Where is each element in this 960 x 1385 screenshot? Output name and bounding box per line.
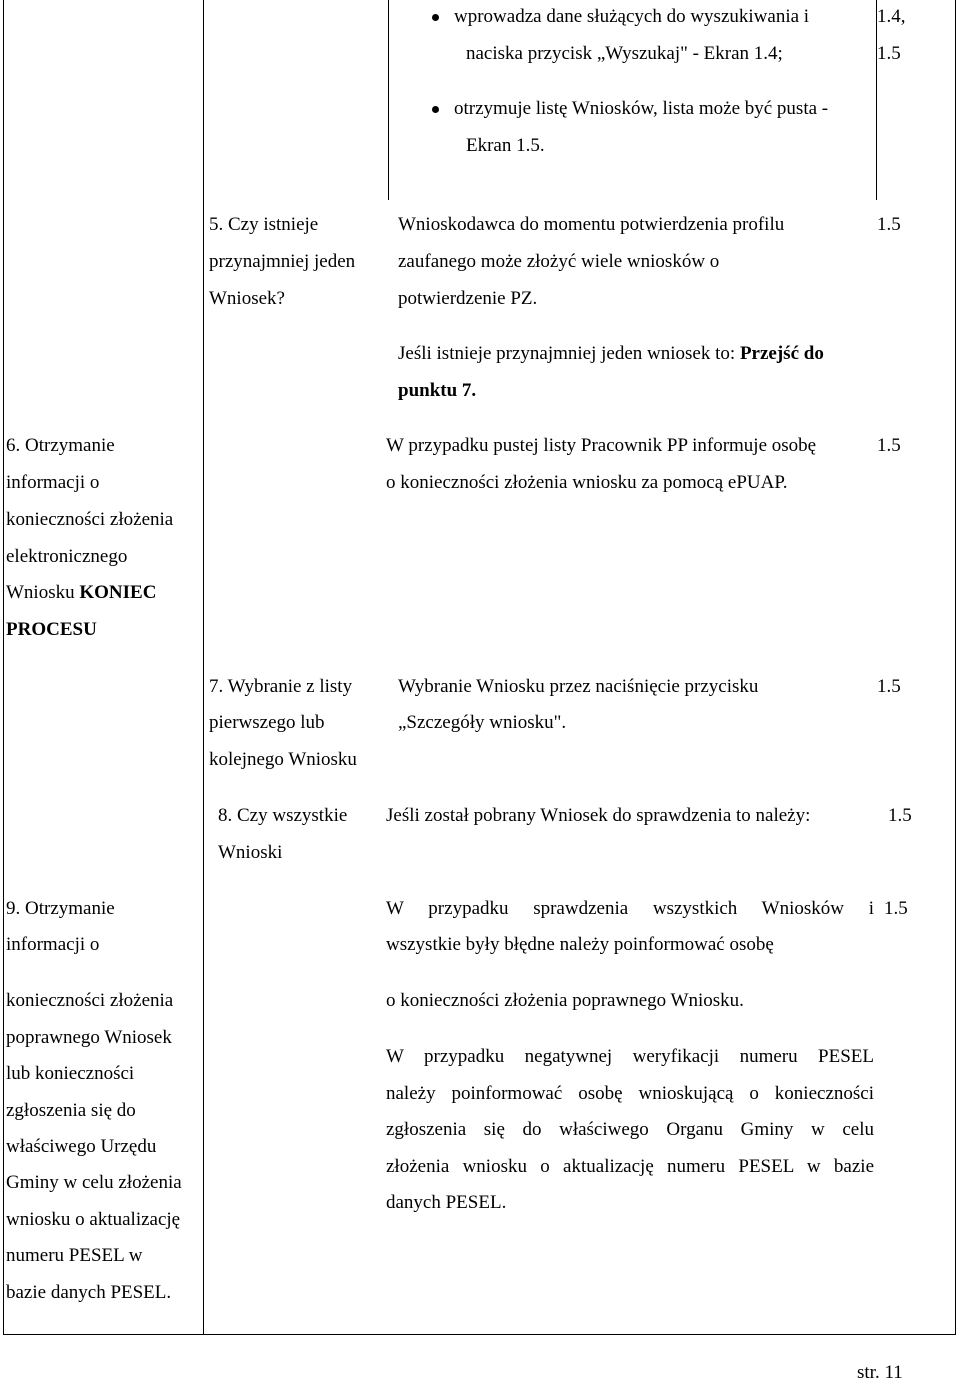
description-text: W przypadku sprawdzenia wszystkich Wniosków i <box>386 898 874 919</box>
description-text: wszystkie były błędne należy poinformować osobę <box>386 934 774 955</box>
step-label: Wnioski <box>218 842 283 863</box>
step-label: Wniosek? <box>209 288 285 309</box>
goto-note-bold: Przejść do <box>739 343 824 364</box>
description-text: złożenia wniosku o aktualizację numeru PESEL w bazie <box>386 1156 874 1177</box>
description-text: zaufanego może złożyć wiele wniosków o <box>398 251 720 272</box>
step-label: Gminy w celu złożenia <box>6 1172 182 1193</box>
step-label: 9. Otrzymanie <box>6 898 115 919</box>
table-border-left <box>3 0 4 1334</box>
bullet-text: otrzymuje listę Wniosków, lista może być pusta - <box>454 98 829 119</box>
reference-number: 1.5 <box>884 898 908 919</box>
step-label: elektronicznego <box>6 546 128 567</box>
table-border-bottom <box>3 1334 956 1335</box>
step-label: właściwego Urzędu <box>6 1136 157 1157</box>
goto-note-text: Jeśli istnieje przynajmniej jeden wniosek to: <box>398 343 740 364</box>
end-process-label: PROCESU <box>6 619 97 640</box>
reference-number: 1.5 <box>877 43 901 64</box>
reference-number: 1.5 <box>877 435 901 456</box>
description-text: potwierdzenie PZ. <box>398 288 538 309</box>
step-label: numeru PESEL w <box>6 1245 143 1266</box>
step-label <box>6 582 156 604</box>
description-text: Wybranie Wniosku przez naciśnięcie przycisku <box>398 676 759 697</box>
table-border-right <box>955 0 956 1334</box>
end-process-label: KONIEC <box>79 582 157 603</box>
step-label: kolejnego Wniosku <box>209 749 357 770</box>
reference-number: 1.5 <box>877 214 901 235</box>
step-label: konieczności złożenia <box>6 509 174 530</box>
step-label: informacji o <box>6 472 100 493</box>
column-divider <box>203 0 204 1334</box>
step-label: 6. Otrzymanie <box>6 435 115 456</box>
step-label: pierwszego lub <box>209 712 325 733</box>
step-label: bazie danych PESEL. <box>6 1282 172 1303</box>
bullet-text: wprowadza dane służących do wyszukiwania i <box>454 6 810 27</box>
step-label: wniosku o aktualizację <box>6 1209 181 1230</box>
step-label-text: Wniosku <box>6 582 80 603</box>
description-text: o konieczności złożenia poprawnego Wniosku. <box>386 990 744 1011</box>
column-divider <box>388 0 389 200</box>
reference-number: 1.5 <box>877 676 901 697</box>
column-divider <box>876 0 877 200</box>
description-text: Jeśli został pobrany Wniosek do sprawdzenia to należy: <box>386 805 811 826</box>
bullet-text: Ekran 1.5. <box>466 135 545 156</box>
bullet-icon <box>432 106 439 113</box>
step-label: lub konieczności <box>6 1063 135 1084</box>
description-text: o konieczności złożenia wniosku za pomocą ePUAP. <box>386 472 788 493</box>
step-label: 5. Czy istnieje <box>209 214 319 235</box>
description-text: Wnioskodawca do momentu potwierdzenia profilu <box>398 214 785 235</box>
description-text: W przypadku negatywnej weryfikacji numeru PESEL <box>386 1046 874 1067</box>
step-label: zgłoszenia się do <box>6 1100 136 1121</box>
bullet-text: naciska przycisk „Wyszukaj" - Ekran 1.4; <box>466 43 783 64</box>
step-label: konieczności złożenia <box>6 990 174 1011</box>
bullet-icon <box>432 14 439 21</box>
reference-number: 1.4, <box>877 6 906 27</box>
description-text: zgłoszenia się do właściwego Organu Gminy w celu <box>386 1119 874 1140</box>
description-text: danych PESEL. <box>386 1192 507 1213</box>
goto-note <box>398 343 824 365</box>
goto-note-bold: punktu 7. <box>398 380 477 401</box>
page-number: str. 11 <box>857 1362 903 1383</box>
step-label: poprawnego Wniosek <box>6 1027 172 1048</box>
reference-number: 1.5 <box>888 805 912 826</box>
description-text: należy poinformować osobę wnioskującą o konieczności <box>386 1083 874 1104</box>
step-label: przynajmniej jeden <box>209 251 356 272</box>
description-text: W przypadku pustej listy Pracownik PP informuje osobę <box>386 435 817 456</box>
description-text: „Szczegóły wniosku". <box>398 712 567 733</box>
step-label: 7. Wybranie z listy <box>209 676 353 697</box>
step-label: 8. Czy wszystkie <box>218 805 348 826</box>
step-label: informacji o <box>6 934 100 955</box>
